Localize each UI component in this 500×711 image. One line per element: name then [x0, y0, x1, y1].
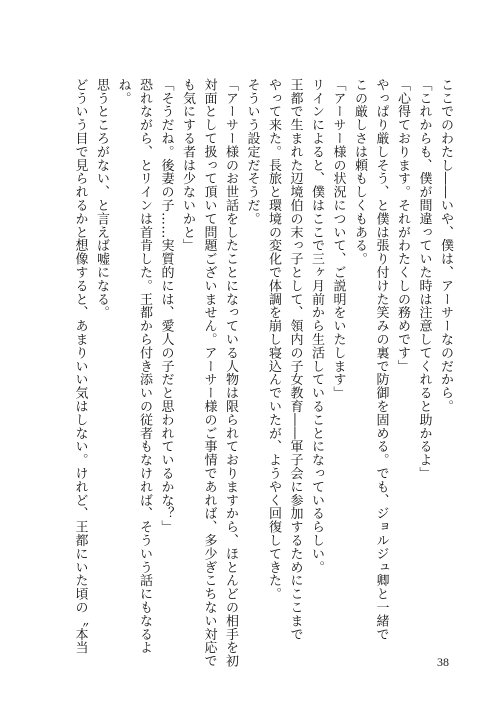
text-line: 王都で生まれた辺境伯の末っ子として、領内の子女教育――軍子会に参加するためにここまで — [287, 78, 303, 641]
text-line: 「アーサー様のお世話をしたことになっている人物は限られておりますから、ほとんどの相手を初 — [223, 78, 238, 668]
text-line: も気にする者は少ないかと」 — [180, 78, 195, 253]
text-line: やって来た。長旅と環境の変化で体調を崩し寝込んでいたが、ようやく回復してきた。 — [266, 78, 281, 601]
text-line: 恐れながら、とリインは首肯した。王都から付き添いの従者もなければ、そういう話にもなるよ — [137, 78, 152, 655]
text-line: 対面として扱って頂いて問題ございません。アーサー様のご事情であれば、多少ぎこちない対応で — [201, 78, 217, 668]
text-line: ね。 — [115, 78, 131, 105]
text-line: やっぱり厳しそう、と僕は張り付けた笑みの裏で防御を固める。でも、ジョルジュ卿と一緒で — [373, 78, 389, 641]
text-line: どういう目で見られるかと想像すると、あまりいい気はしない。けれど、王都にいた頃の〝本当 — [72, 78, 88, 655]
text-line: 思うところがない、と言えば嘘になる。 — [94, 78, 109, 320]
text-line: 「アーサー様の状況について、ご説明をいたします」 — [330, 78, 346, 400]
page-number: 38 — [437, 655, 449, 669]
text-line: 「そうだね。後妻の子……実質的には、愛人の子だと思われているかな？」 — [158, 78, 174, 534]
text-line: リインによると、僕はここで三ヶ月前から生活していることになっているらしい。 — [309, 78, 324, 574]
text-line: この厳しさは頼もしくもある。 — [352, 78, 367, 266]
text-line: ここでのわたし――いや、僕は、アーサーなのだから。 — [438, 78, 453, 413]
text-line: 「これからも、僕が間違っていた時は注意してくれると助かるよ」 — [416, 78, 432, 480]
text-line: そういう設定だそうだ。 — [244, 78, 260, 226]
text-line: 「心得ております。それがわたくしの務めです」 — [395, 78, 410, 373]
